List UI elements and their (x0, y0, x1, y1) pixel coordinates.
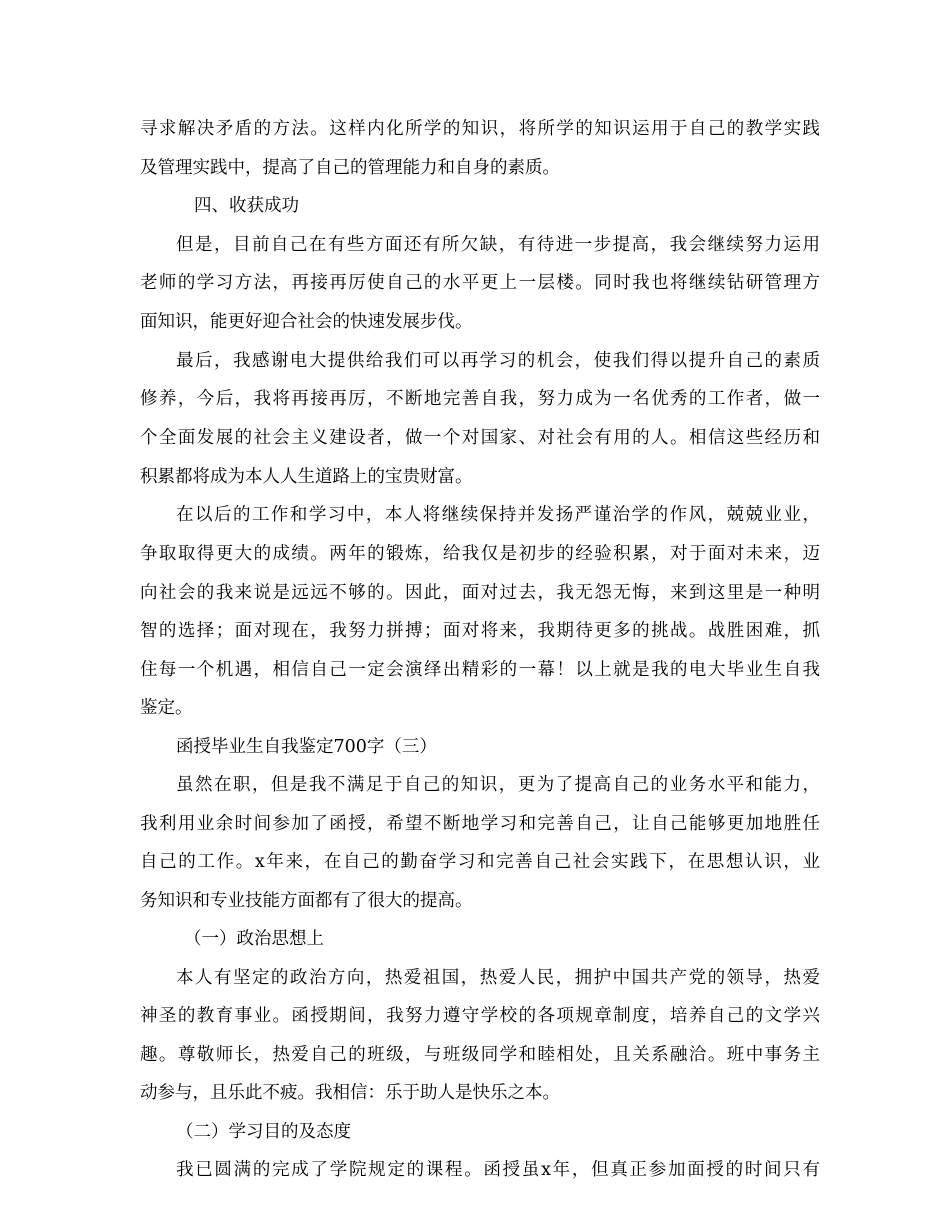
text-line: 老师的学习方法，再接再厉使自己的水平更上一层楼。同时我也将继续钻研管理方 (140, 273, 820, 293)
text-line: 我利用业余时间参加了函授，希望不断地学习和完善自己，让自己能够更加地胜任 (140, 814, 820, 834)
text-line: 虽然在职，但是我不满足于自己的知识，更为了提高自己的业务水平和能力， (176, 775, 820, 795)
text-line: 动参与，且乐此不疲。我相信：乐于助人是快乐之本。 (140, 1083, 560, 1103)
text-line: 向社会的我来说是远远不够的。因此，面对过去，我无怨无悔，来到这里是一种明 (140, 583, 820, 603)
text-line: 神圣的教育事业。函授期间，我努力遵守学校的各项规章制度，培养自己的文学兴 (140, 1006, 820, 1026)
text-line: 自己的工作。x年来，在自己的勤奋学习和完善自己社会实践下，在思想认识，业 (140, 852, 820, 872)
section-heading: （二）学习目的及态度 (176, 1122, 351, 1142)
text-line: 本人有坚定的政治方向，热爱祖国，热爱人民，拥护中国共产党的领导，热爱 (176, 968, 820, 988)
text-line: 修养，今后，我将再接再厉，不断地完善自我，努力成为一名优秀的工作者，做一 (140, 389, 820, 409)
text-line: 争取取得更大的成绩。两年的锻炼，给我仅是初步的经验积累，对于面对未来，迈 (140, 544, 820, 564)
text-line: 务知识和专业技能方面都有了很大的提高。 (140, 891, 473, 911)
text-line: 面知识，能更好迎合社会的快速发展步伐。 (140, 312, 473, 332)
section-heading: （一）政治思想上 (184, 929, 324, 949)
text-line: 智的选择；面对现在，我努力拼搏；面对将来，我期待更多的挑战。战胜困难，抓 (140, 621, 820, 641)
text-line: 我已圆满的完成了学院规定的课程。函授虽x年，但真正参加面授的时间只有 (176, 1160, 820, 1180)
text-line: 住每一个机遇，相信自己一定会演绎出精彩的一幕！以上就是我的电大毕业生自我 (140, 660, 820, 680)
text-line: 个全面发展的社会主义建设者，做一个对国家、对社会有用的人。相信这些经历和 (140, 428, 820, 448)
section-heading: 四、收获成功 (194, 196, 299, 216)
text-line: 积累都将成为本人人生道路上的宝贵财富。 (140, 467, 473, 487)
text-line: 趣。尊敬师长，热爱自己的班级，与班级同学和睦相处，且关系融洽。班中事务主 (140, 1045, 820, 1065)
section-heading: 函授毕业生自我鉴定700字（三） (176, 737, 437, 757)
text-line: 但是，目前自己在有些方面还有所欠缺，有待进一步提高，我会继续努力运用 (176, 235, 820, 255)
text-line: 及管理实践中，提高了自己的管理能力和自身的素质。 (140, 158, 560, 178)
text-line: 在以后的工作和学习中，本人将继续保持并发扬严谨治学的作风，兢兢业业， (176, 505, 820, 525)
text-line: 最后，我感谢电大提供给我们可以再学习的机会，使我们得以提升自己的素质 (176, 351, 820, 371)
text-line: 鉴定。 (140, 698, 193, 718)
text-line: 寻求解决矛盾的方法。这样内化所学的知识，将所学的知识运用于自己的教学实践 (140, 119, 820, 139)
